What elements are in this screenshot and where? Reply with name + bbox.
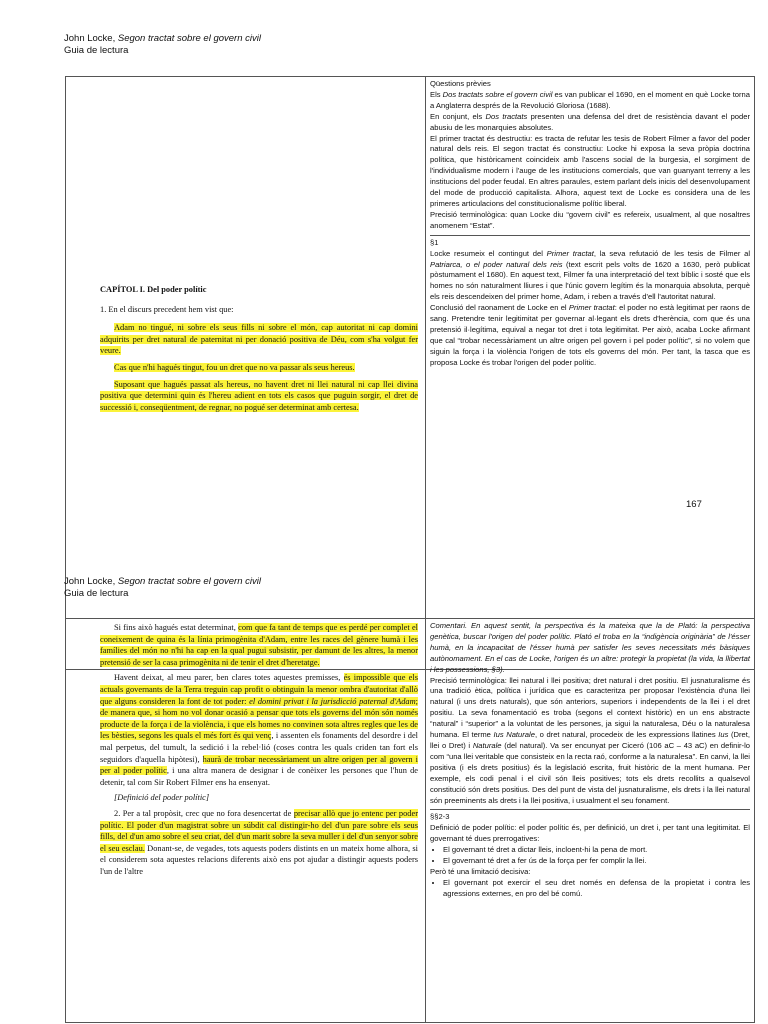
- page-header: [64, 33, 261, 56]
- paragraph: Precisió terminològica: quan Locke diu “govern civil” es refereix, usualment, al que nosaltres anomenem “Estat”.: [430, 209, 750, 230]
- paragraph: Definició de poder polític: el poder polític és, per definició, un dret i, per tant una legitimitat. El governant té dues prerrogatives:: [430, 823, 750, 844]
- page-number: 167: [686, 499, 702, 510]
- paragraph: Locke resumeix el contingut del Primer tractat, la seva refutació de les tesis de Filmer al Patriarca, o el poder natural dels reis (text escrit pels volts de 1620 a 1630, però publicat pòstumament el 1680). En aquest text, Filmer fa una interpretació del text bíblic i sosté que els homes no són naturalment lliures i que l'únic govern legítim és la monarquia absoluta, perquè els reis descendeixen del primer home, Adam, i reben a través d'ell l'autoritat natural.: [430, 248, 751, 302]
- page2-table: [65, 618, 755, 1023]
- page2-right-cell: [426, 619, 755, 1023]
- header-subtitle: Guia de lectura: [64, 587, 129, 599]
- chapter-title: CAPÍTOL I. Del poder polític: [100, 285, 207, 294]
- section-title: Qüestions prèvies: [430, 79, 491, 88]
- highlight: haurà de trobar necessàriament un altre origen per al govern i per al poder polític: [100, 754, 418, 776]
- page-header: [64, 576, 261, 599]
- author: John Locke,: [64, 576, 118, 587]
- author: John Locke,: [64, 33, 118, 44]
- paragraph: Però té una limitació decisiva:: [430, 866, 531, 876]
- divider: [430, 809, 750, 810]
- page1-right-cell: [426, 77, 755, 670]
- paragraph: Els Dos tractats sobre el govern civil es van publicar el 1690, en el moment en què Locke torna a Anglaterra després de la Revolució Gloriosa (1688).: [430, 89, 750, 110]
- list-item: • El governant té dret a fer ús de la força per fer complir la llei.: [443, 856, 750, 867]
- section-title: §1: [430, 237, 439, 247]
- paragraph: El primer tractat és destructiu: es tracta de refutar les tesis de Robert Filmer a favor del poder natural dels reis. El segon tractat és constructiu: Locke hi exposa la seva pròpia doctrina política, que històricament coincideix amb l'ascens social de la burgesia, el sorgiment de l'individualisme modern i l'auge de les institucions comercials, que van guanyant terreny a les institucions del poder feudal. En altres paraules, estem parlant dels inicis del desenvolupament del mode de producció capitalista. Alhora, aquest text de Locke es considera una de les primeres articulacions del constitucionalisme polític liberal.: [430, 133, 750, 208]
- work-title: Segon tractat sobre el govern civil: [117, 576, 261, 587]
- paragraph: Conclusió del raonament de Locke en el Primer tractat: el poder no està legitimat per raons de sang. Pretendre tenir legitimitat per governar al·legant els drets d'herència, com que és una pretensió il·legítima, equival a negar tot dret i tota legitimitat. Per això, acaba Locke afirmant que cal “trobar necessàriament un altre origen pel govern i pel poder polític”, si no volem que siguin la força i la violència l'origen de tots els governs del món. Per tant, la tasca que es proposa Locke és trobar l'origen del poder polític.: [430, 303, 750, 367]
- highlight: Suposant que hagués passat als hereus, no havent dret ni llei natural ni cap llei divina positiva que determini quin és l'hereu adient en tots els casos que puguin sorgir, el dret de successió i, conseqüentment, de regnar, no pogué ser determinat amb certesa.: [100, 379, 418, 412]
- subheading: [Definició del poder polític]: [114, 793, 210, 803]
- paragraph: 2. Per a tal propòsit, crec que no fora desencertat de precisar allò que jo entenc per poder polític. El poder d'un magistrat sobre un súbdit cal distingir-ho del d'un pare sobre els seus fills, del d'un amo sobre el seu criat, del d'un marit sobre la seva muller i del d'un senyor sobre el seu esclau. Donant-se, de vegades, tots aquests poders distints en un mateix home alhora, si el considerem sota aquestes relacions diferents això ens pot ajudar a distingir aquests poders l'un de l'altre: [100, 808, 418, 876]
- highlight: és impossible que els actuals governants de la Terra treguin cap profit o obtinguin la menor ombra d'autoritat d'allò que alguns consideren la font de tot poder: el domini privat i la jurisdicció paternal d'Adam; de manera que, si hom no vol donar ocasió a pensar que tots els governs del món són només producte de la força i de la violència, i que els homes no convinen sota altres regles que les de les bèsties, segons les quals el més fort és qui venç: [100, 673, 418, 741]
- paragraph: Precisió terminològica: llei natural i llei positiva; dret natural i dret positiu. El jusnaturalisme és una tradició ètica, política i jurídica que es caracteritza per proposar l'existència d'una llei natural (i uns drets naturals), que són anteriors, superiors i independents de la llei i el dret positiu. La seva fonamentació es troba (segons el context històric) en un ens abstracte “natural” i “superior” a la voluntat de les persones, ja sigui la naturalesa, Déu o la naturalesa humana. El terme Ius Naturale, o dret natural, procedeix de les expressions llatines Ius (Dret, llei o Dret) i Naturale (del natural). Va ser encunyat per Ciceró (106 aC – 43 aC) en definir-lo com “una llei veritable que consisteix en la recta raó, conforme a la naturalesa”. En canvi, la llei positiva (i els drets positius) és la legislació escrita, fruit històric de la ment humana. Per exemple, els codi penal i el civil són lleis positives; tots els drets recollits a qualsevol constitució són drets positius. Des del punt de vista del jusnaturalisme, els drets i la llei natural són preeminents als drets i la llei positiva, i usualment el seu fonament.: [430, 675, 750, 805]
- highlight: Cas que n'hi hagués tingut, fou un dret que no va passar als seus hereus.: [114, 362, 355, 372]
- highlight: Adam no tingué, ni sobre els seus fills ni sobre el món, cap autoritat ni cap domini adquirits per dret natural de paternitat ni per donació positiva de Déu, com s'ha volgut fer veure.: [100, 323, 418, 356]
- paragraph: [100, 322, 418, 357]
- paragraph: En conjunt, els Dos tractats presenten una defensa del dret de resistència davant el poder abusiu de les monarquies absolutes.: [430, 111, 751, 132]
- paragraph: [100, 362, 418, 374]
- section-title: §§2-3: [430, 812, 450, 822]
- paragraph: 1. En el discurs precedent hem vist que:: [100, 304, 234, 314]
- paragraph: Comentari. En aquest sentit, la perspectiva és la mateixa que la de Plató: la perspectiva genètica, buscar l'origen del poder polític. Plató el troba en la “indigència originària” de l'ésser humà, en la incapacitat de l'ésser humà per satisfer les seves necessitats més bàsiques autònomament. En el cas de Locke, l'origen és un altre: protegir la propietat (la vida, la llibertat i les possessions, §3).: [430, 621, 750, 674]
- paragraph: Havent deixat, al meu parer, ben clares totes aquestes premisses, és impossible que els actuals governants de la Terra treguin cap profit o obtinguin la menor ombra d'autoritat d'allò que alguns consideren la font de tot poder: el domini privat i la jurisdicció paternal d'Adam; de manera que, si hom no vol donar ocasió a pensar que tots els governs del món són només producte de la força i de la violència, i que els homes no convinen sota altres regles que les de les bèsties, segons les quals el més fort és qui venç, i assenten els fonaments del desordre i del mal perpetus, del tumult, la sedició i la rebel·lió (coses contra les quals criden tan fort els seguidors d'aquella hipòtesi), haurà de trobar necessàriament un altre origen per al govern i per al poder polític, i una altra manera de designar i de conèixer les persones que l'hun de detenir, tal com Sir Robert Filmer ens ha ensenyat.: [100, 673, 419, 787]
- bullet-list: [430, 878, 750, 900]
- paragraph: [100, 379, 418, 414]
- highlight: precisar allò que jo entenc per poder polític. El poder d'un magistrat sobre un súbdit cal distingir-ho del d'un pare sobre els seus fills, del d'un amo sobre el seu criat, del d'un marit sobre la seva muller i del d'un senyor sobre el seu esclau.: [100, 808, 418, 853]
- bullet-list: [430, 845, 750, 867]
- divider: [430, 235, 750, 236]
- paragraph: Si fins això hagués estat determinat, com que fa tant de temps que es perdé per complet el coneixement de quina és la línia primogènita d'Adam, entre les races del gènere humà i les famílies del món no n'hi ha cap en la qual pugui subsistir, per damunt de les altres, la menor pretensió de ser la casa primogènita ni de tenir el dret d'heretatge.: [100, 623, 418, 667]
- page2-left-cell: [66, 619, 426, 1023]
- header-subtitle: Guia de lectura: [64, 44, 129, 56]
- work-title: Segon tractat sobre el govern civil: [117, 33, 261, 44]
- list-item: • El governant pot exercir el seu dret només en defensa de la propietat i contra les agressions externes, en pro del bé comú.: [443, 878, 750, 900]
- highlight: com que fa tant de temps que es perdé per complet el coneixement de quina és la línia primogènita d'Adam, entre les races del gènere humà i les famílies del món no n'hi ha cap en la qual pugui subsistir, per damunt de les altres, la menor pretensió de ser la casa primogènita ni de tenir el dret d'heretatge.: [100, 623, 418, 667]
- list-item: • El governant té dret a dictar lleis, incloent-hi la pena de mort.: [443, 845, 750, 856]
